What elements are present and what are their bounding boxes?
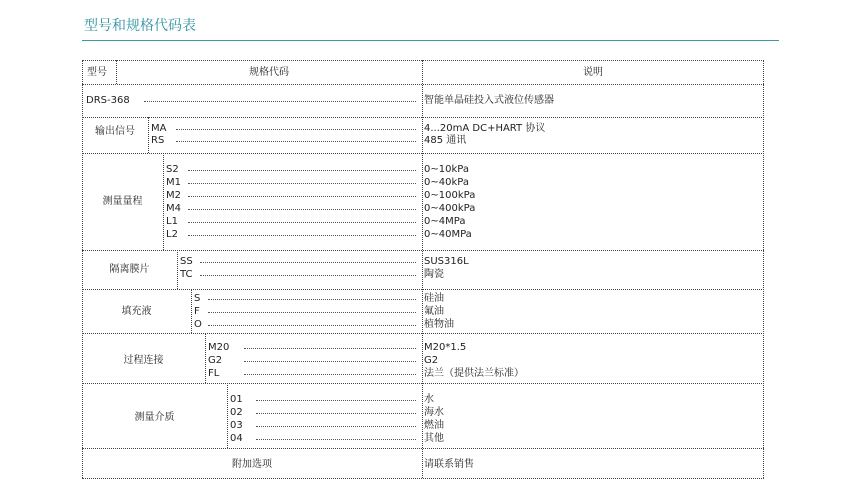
- row-divider: [82, 117, 764, 118]
- leader-dots: [188, 235, 416, 236]
- header-desc: 说明: [583, 67, 603, 78]
- table-border-top: [82, 60, 764, 61]
- leader-dots: [188, 170, 416, 171]
- row-divider: [82, 333, 764, 334]
- leader-dots: [176, 129, 416, 130]
- code-item: SS: [180, 256, 193, 267]
- header-model: 型号: [87, 67, 107, 78]
- model-leader-dots: [144, 101, 416, 102]
- code-item: 02: [230, 407, 243, 418]
- leader-dots: [244, 374, 416, 375]
- leader-dots: [188, 183, 416, 184]
- group-name-range: 测量量程: [102, 196, 143, 207]
- leader-dots: [208, 312, 416, 313]
- code-item: L2: [166, 229, 178, 240]
- desc-item: 其他: [424, 433, 444, 444]
- leader-dots: [244, 348, 416, 349]
- title-rule: [82, 40, 779, 41]
- code-item: O: [194, 319, 202, 330]
- code-item: 03: [230, 420, 243, 431]
- code-item: M1: [166, 177, 181, 188]
- desc-item: 0~100kPa: [424, 190, 476, 201]
- header-spec: 规格代码: [249, 67, 289, 78]
- code-item: TC: [180, 269, 193, 280]
- row-divider: [82, 289, 764, 290]
- desc-item: 0~40MPa: [424, 229, 472, 240]
- page-title: 型号和规格代码表: [84, 18, 196, 34]
- row-divider: [82, 250, 764, 251]
- leader-dots: [256, 413, 416, 414]
- group-name-fill-fluid: 填充液: [121, 306, 152, 317]
- table-border-right: [763, 60, 764, 478]
- desc-item: 0~40kPa: [424, 177, 469, 188]
- code-item: M2: [166, 190, 181, 201]
- leader-dots: [256, 400, 416, 401]
- desc-item: 水: [424, 394, 434, 405]
- code-item: FL: [208, 368, 220, 379]
- code-item: S2: [166, 164, 179, 175]
- group-divider: [177, 250, 178, 289]
- group-name-output-signal: 输出信号: [95, 126, 135, 137]
- desc-item: 485 通讯: [424, 135, 467, 146]
- leader-dots: [208, 299, 416, 300]
- leader-dots: [188, 196, 416, 197]
- table-border-bottom: [82, 478, 764, 479]
- desc-item: G2: [424, 355, 439, 366]
- desc-item: 0~400kPa: [424, 203, 476, 214]
- desc-item: 燃油: [424, 420, 444, 431]
- desc-item: 0~10kPa: [424, 164, 469, 175]
- desc-item: SUS316L: [424, 256, 469, 267]
- row-divider: [82, 383, 764, 384]
- code-item: 01: [230, 394, 243, 405]
- leader-dots: [256, 426, 416, 427]
- group-divider: [148, 117, 149, 153]
- row-divider: [82, 84, 764, 85]
- desc-item: 氟油: [424, 306, 444, 317]
- group-divider: [191, 289, 192, 333]
- leader-dots: [200, 275, 416, 276]
- leader-dots: [208, 325, 416, 326]
- code-item: S: [194, 293, 201, 304]
- footer-desc: 请联系销售: [424, 459, 474, 470]
- desc-item: 法兰（提供法兰标准）: [424, 368, 524, 379]
- leader-dots: [176, 141, 416, 142]
- code-item: M20: [208, 342, 230, 353]
- group-divider: [227, 383, 228, 448]
- group-name-medium: 测量介质: [134, 412, 175, 423]
- code-item: G2: [208, 355, 223, 366]
- code-item: F: [194, 306, 200, 317]
- model-code: DRS-368: [86, 95, 130, 106]
- row-divider: [82, 153, 764, 154]
- desc-item: M20*1.5: [424, 342, 467, 353]
- desc-column-divider: [422, 60, 423, 478]
- group-divider: [163, 153, 164, 250]
- leader-dots: [188, 222, 416, 223]
- code-item: 04: [230, 433, 243, 444]
- group-name-process-connection: 过程连接: [123, 355, 164, 366]
- group-name-diaphragm: 隔离膜片: [109, 264, 150, 275]
- code-item: L1: [166, 216, 178, 227]
- footer-label: 附加选项: [232, 459, 272, 470]
- row-divider: [82, 448, 764, 449]
- desc-item: 硅油: [424, 293, 444, 304]
- model-desc: 智能单晶硅投入式液位传感器: [424, 95, 554, 106]
- leader-dots: [244, 361, 416, 362]
- leader-dots: [200, 262, 416, 263]
- code-item: M4: [166, 203, 181, 214]
- spec-table: [82, 60, 764, 478]
- desc-item: 0~4MPa: [424, 216, 466, 227]
- leader-dots: [256, 439, 416, 440]
- desc-item: 植物油: [424, 319, 454, 330]
- group-divider: [205, 333, 206, 383]
- code-item: RS: [151, 135, 165, 146]
- leader-dots: [188, 209, 416, 210]
- desc-item: 海水: [424, 407, 444, 418]
- code-item: MA: [151, 123, 167, 134]
- desc-item: 陶瓷: [424, 269, 444, 280]
- desc-item: 4...20mA DC+HART 协议: [424, 123, 546, 134]
